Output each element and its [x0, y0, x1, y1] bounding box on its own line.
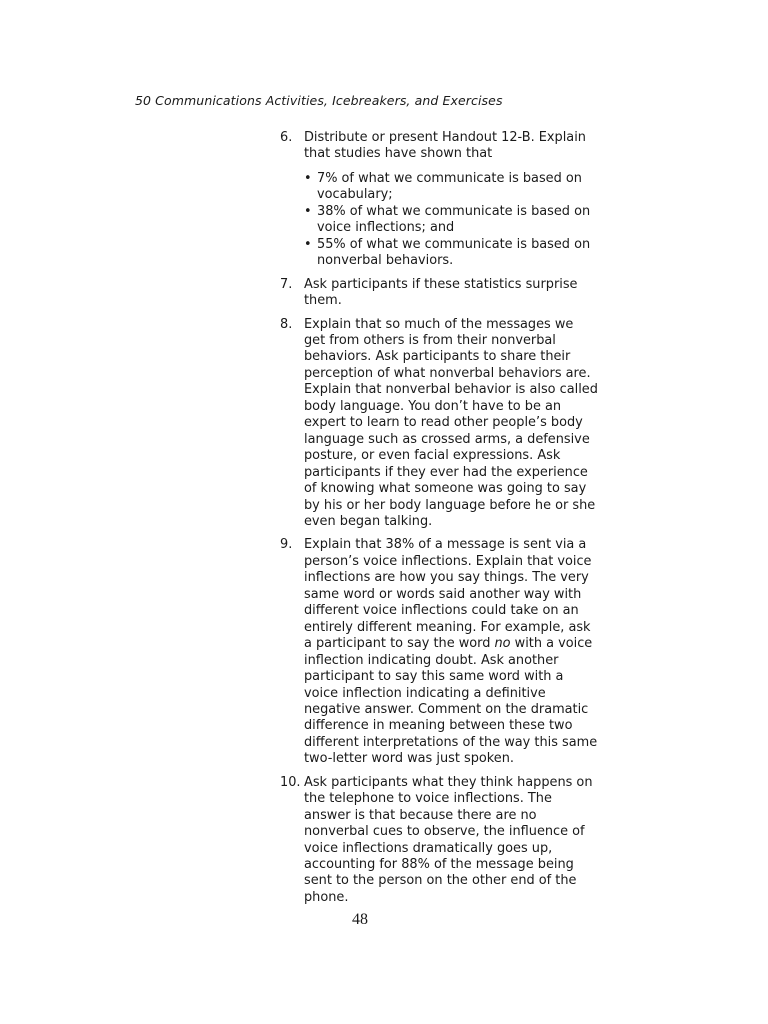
step-item: [280, 537, 598, 767]
step-item: [280, 775, 598, 907]
step-text: Ask participants if these statistics surprise them.: [304, 276, 578, 309]
step-item: [280, 277, 598, 310]
step-number: 7.: [280, 276, 293, 292]
bullet-item: • 7% of what we communicate is based on vocabulary;: [304, 171, 598, 204]
bullet-item: • 38% of what we communicate is based on voice inflections; and: [304, 204, 598, 237]
bullet-item: • 55% of what we communicate is based on nonverbal behaviors.: [304, 237, 598, 270]
step-text-part: with a voice inflection indicating doubt. Ask another participant to say this same word with a voice inflection indicating a definitive negative answer. Comment on the dramatic difference in meaning between these two different interpretations of the way this same two-letter word was just spoken.: [304, 636, 598, 767]
step-text-part: Explain that 38% of a message is sent via a person’s voice inflections. Explain that voice inflections are how you say things. The very same word or words said another way with different voice inflections could take on an entirely different meaning. For example, ask a participant to say the word: [304, 537, 592, 652]
statistics-list: [304, 171, 598, 270]
step-item: [280, 317, 598, 531]
step-item: [280, 130, 598, 270]
step-text: [304, 537, 598, 767]
step-body: [304, 130, 598, 270]
step-number: 10.: [280, 774, 301, 790]
step-number: 9.: [280, 537, 293, 553]
step-list: [280, 130, 598, 913]
step-text: Ask participants what they think happens on the telephone to voice inflections. The answer is that because there are no nonverbal cues to observe, the influence of voice inflections dramatically goes up, accounting for 88% of the message being sent to the person on the other end of the phone.: [304, 774, 593, 905]
step-number: 8.: [280, 316, 293, 332]
page-number: 48: [352, 911, 368, 928]
emphasized-word: no: [494, 636, 511, 652]
running-head: 50 Communications Activities, Icebreakers, and Exercises: [135, 93, 503, 108]
step-text: Explain that so much of the messages we get from others is from their nonverbal behaviors. Ask participants to share their perception of what nonverbal behaviors are. Explain that nonverbal behavior is also called body language. You don’t have to be an expert to learn to read other people’s body language such as crossed arms, a defensive posture, or even facial expressions. Ask participants if they ever had the experience of knowing what someone was going to say by his or her body language before he or she even began talking.: [304, 316, 598, 529]
step-text: Distribute or present Handout 12-B. Explain that studies have shown that: [304, 130, 586, 162]
step-number: 6.: [280, 130, 293, 145]
